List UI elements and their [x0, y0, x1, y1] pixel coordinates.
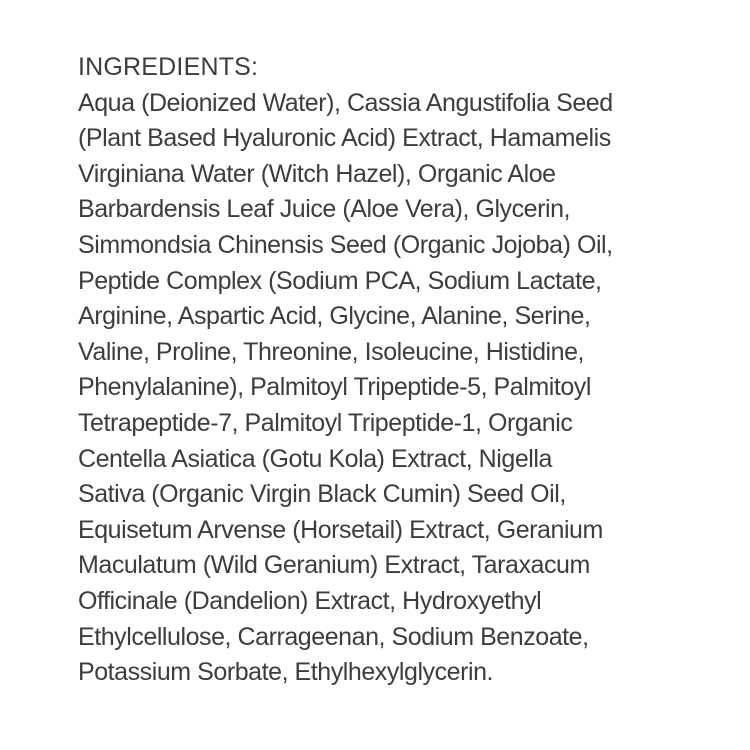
ingredients-line: Ethylcellulose, Carrageenan, Sodium Benzoate, — [78, 622, 589, 651]
ingredients-line: Officinale (Dandelion) Extract, Hydroxyethyl — [78, 586, 542, 615]
ingredients-heading: INGREDIENTS: — [78, 53, 259, 81]
ingredients-line: Valine, Proline, Threonine, Isoleucine, Histidine, — [78, 337, 585, 366]
ingredients-line: Phenylalanine), Palmitoyl Tripeptide-5, Palmitoyl — [78, 373, 591, 402]
ingredients-line: Virginiana Water (Witch Hazel), Organic Aloe — [78, 159, 556, 188]
ingredients-line: Aqua (Deionized Water), Cassia Angustifolia Seed — [78, 88, 613, 117]
ingredients-line: Centella Asiatica (Gotu Kola) Extract, Nigella — [78, 444, 552, 473]
ingredients-line: Sativa (Organic Virgin Black Cumin) Seed Oil, — [78, 480, 566, 509]
ingredients-line: Peptide Complex (Sodium PCA, Sodium Lactate, — [78, 266, 602, 295]
ingredients-line: (Plant Based Hyaluronic Acid) Extract, Hamamelis — [78, 124, 611, 153]
ingredients-line: Equisetum Arvense (Horsetail) Extract, Geranium — [78, 515, 603, 544]
ingredients-line: Maculatum (Wild Geranium) Extract, Taraxacum — [78, 551, 590, 580]
ingredients-line: Tetrapeptide-7, Palmitoyl Tripeptide-1, Organic — [78, 408, 573, 437]
ingredients-line: Simmondsia Chinensis Seed (Organic Jojoba) Oil, — [78, 230, 613, 259]
ingredients-line: Arginine, Aspartic Acid, Glycine, Alanine, Serine, — [78, 302, 591, 331]
ingredients-line: Barbardensis Leaf Juice (Aloe Vera), Glycerin, — [78, 195, 571, 224]
ingredients-line: Potassium Sorbate, Ethylhexylglycerin. — [78, 658, 494, 687]
